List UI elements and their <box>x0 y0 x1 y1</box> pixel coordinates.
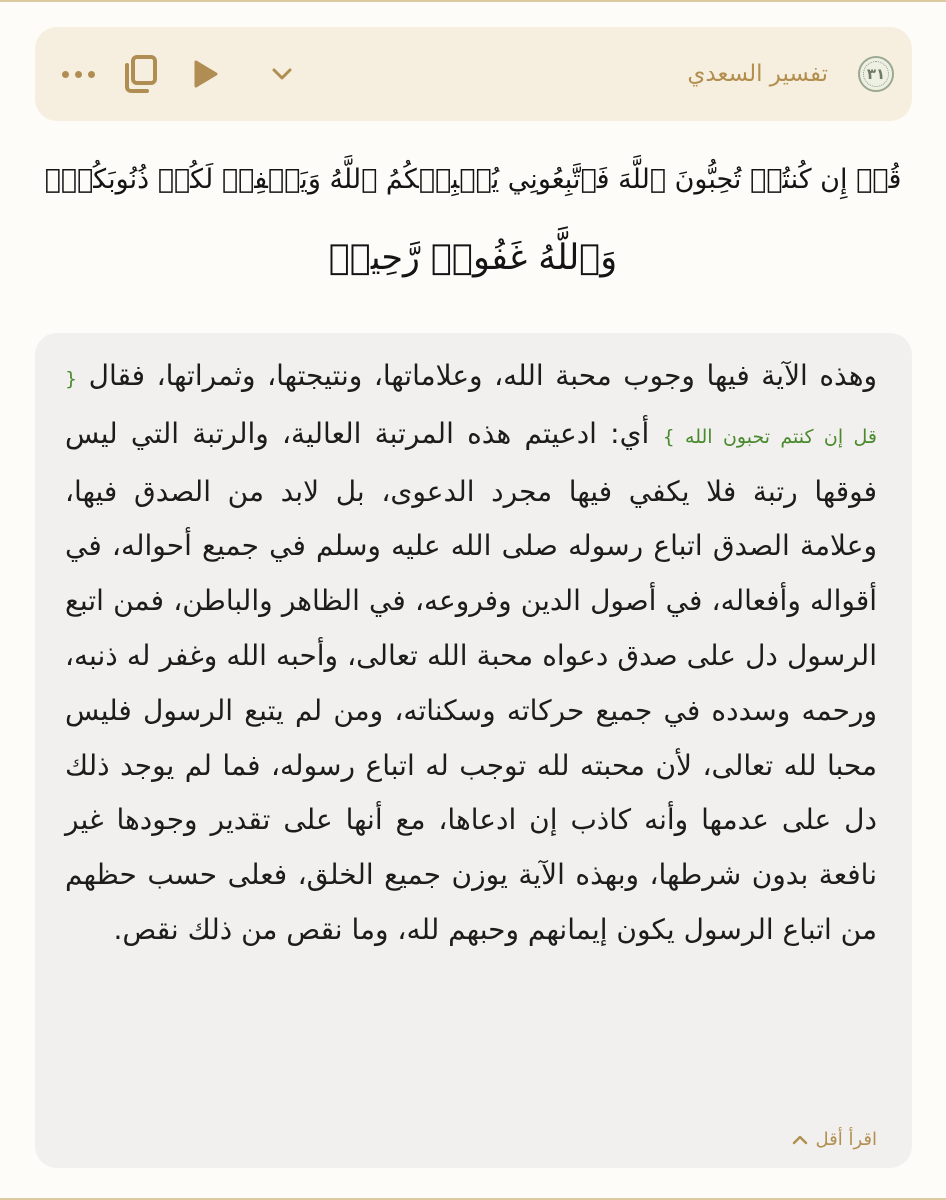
top-divider <box>0 0 946 2</box>
tafsir-text-part-1: وهذه الآية فيها وجوب محبة الله، وعلاماتها، ونتيجتها، وثمراتها، فقال <box>88 359 877 392</box>
play-icon[interactable] <box>189 54 223 94</box>
verse-number: ٣١ <box>866 65 886 83</box>
verse-number-badge <box>858 56 894 92</box>
chevron-down-icon[interactable] <box>267 54 297 94</box>
copy-icon[interactable] <box>119 52 163 96</box>
verse-line-2: وَٱللَّهُ غَفُورٞ رَّحِيمٞ <box>328 238 618 278</box>
quran-verse <box>30 140 916 310</box>
read-less-button[interactable] <box>792 1129 878 1150</box>
verse-toolbar <box>59 49 297 99</box>
verse-line-1: قُلۡ إِن كُنتُمۡ تُحِبُّونَ ٱللَّهَ فَٱتَّبِعُونِي يُحۡبِبۡكُمُ ٱللَّهُ وَيَغۡفِرۡ لَكُمۡ ذُنُوبَكُمۡۚ <box>44 164 902 195</box>
tafsir-card <box>35 333 912 1168</box>
chevron-up-icon <box>792 1135 808 1145</box>
verse-quote: { قل إن كنتم تحبون الله } <box>65 368 877 448</box>
tafsir-header <box>35 27 912 121</box>
read-less-label: اقرأ أقل <box>815 1129 877 1150</box>
tafsir-text <box>65 349 877 958</box>
tafsir-text-part-2: أي: ادعيتم هذه المرتبة العالية، والرتبة التي ليس فوقها رتبة فلا يكفي فيها مجرد الدعوى، بل لابد من الصدق فيها، وعلامة الصدق اتباع رسوله صلى الله عليه وسلم في جميع أحواله، في أقواله وأفعاله، في أصول الدين وفروعه، في الظاهر والباطن، فمن اتبع الرسول دل على صدق دعواه محبة الله تعالى، وأحبه الله وغفر له ذنبه، ورحمه وسدده في جميع حركاته وسكناته، ومن لم يتبع الرسول فليس محبا لله تعالى، لأن محبته لله توجب له اتباع رسوله، فما لم يوجد ذلك دل على عدمها وأنه كاذب إن ادعاها، مع أنها على تقدير وجودها غير نافعة بدون شرطها، وبهذه الآية يوزن جميع الخلق، فعلى حسب حظهم من اتباع الرسول يكون إيمانهم وحبهم لله، وما نقص من ذلك نقص. <box>65 416 877 946</box>
more-icon[interactable] <box>59 54 97 94</box>
tafsir-source-label[interactable]: تفسير السعدي <box>687 61 828 87</box>
